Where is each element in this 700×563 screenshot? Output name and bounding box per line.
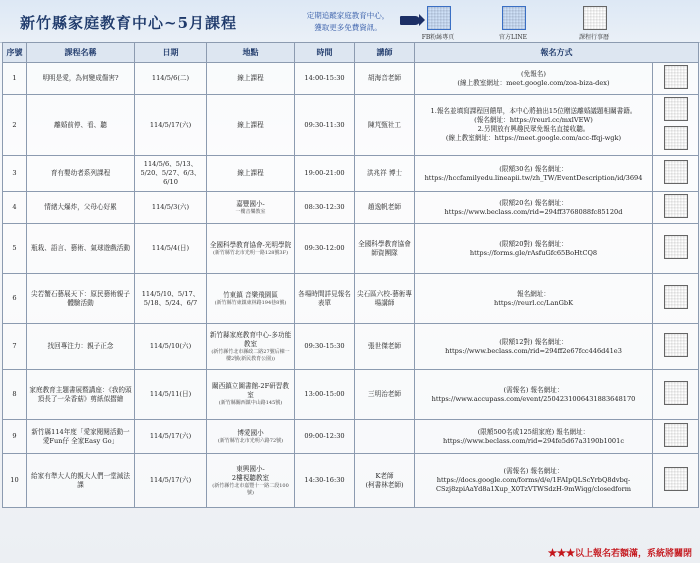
cell-place bbox=[207, 370, 295, 420]
course-time: 08:30-12:30 bbox=[304, 203, 345, 211]
pointing-hand-icon bbox=[400, 16, 420, 25]
cell-course-name bbox=[27, 192, 135, 224]
cell-no bbox=[3, 156, 27, 192]
cell-place bbox=[207, 324, 295, 370]
course-date: 114/5/11(日) bbox=[149, 390, 192, 398]
cell-qr bbox=[653, 454, 699, 508]
table-row bbox=[3, 156, 699, 192]
cell-signup bbox=[415, 224, 653, 274]
course-name: 情緒大爆炸，父母心好累 bbox=[44, 203, 117, 211]
course-date: 114/5/10(六) bbox=[149, 342, 192, 350]
header-lecturer: 講師 bbox=[355, 43, 415, 63]
cell-course-name bbox=[27, 224, 135, 274]
course-lecturer: 陳芃甄社工 bbox=[368, 120, 401, 129]
cell-place bbox=[207, 156, 295, 192]
cell-lecturer bbox=[355, 63, 415, 95]
cell-no bbox=[3, 63, 27, 95]
row-number: 6 bbox=[12, 294, 17, 302]
course-name: 離婚前停、看、聽 bbox=[54, 120, 107, 129]
course-place: 東興國小- bbox=[236, 464, 265, 473]
cell-lecturer bbox=[355, 224, 415, 274]
row-number: 9 bbox=[12, 432, 17, 440]
table-row bbox=[3, 420, 699, 454]
cell-place bbox=[207, 420, 295, 454]
course-time: 09:30-11:30 bbox=[304, 120, 345, 129]
course-place-address: (新竹縣關西鎮中山路145號) bbox=[218, 400, 283, 406]
signup-line-4[interactable]: (線上教室網址：https://meet.google.com/acc-ffqj-wgk) bbox=[445, 134, 622, 142]
signup-qr-code-icon[interactable] bbox=[664, 97, 688, 121]
course-place: 新竹縣家庭教育中心-多功能教室 bbox=[209, 330, 292, 348]
cell-course-name bbox=[27, 420, 135, 454]
calendar-qr-label: 課程行事曆 bbox=[578, 34, 609, 41]
cell-time bbox=[295, 274, 355, 324]
cell-time bbox=[295, 192, 355, 224]
cell-course-name bbox=[27, 370, 135, 420]
notice-line-2: 獲取更多免費資訊。 bbox=[314, 23, 382, 32]
course-time: 14:00-15:30 bbox=[304, 74, 345, 82]
signup-line-1: (免報名) bbox=[521, 69, 546, 78]
signup-qr-code-icon[interactable] bbox=[664, 160, 688, 184]
course-lecturer: 尖石區六校-藝術專場講師 bbox=[357, 289, 412, 307]
cell-time bbox=[295, 224, 355, 274]
course-date: 114/5/10、5/17、5/18、5/24、6/7 bbox=[141, 289, 200, 307]
course-date: 114/5/6(二) bbox=[151, 74, 190, 82]
course-time: 09:00-12:30 bbox=[304, 432, 345, 440]
header-time: 時間 bbox=[295, 43, 355, 63]
signup-qr-code-icon[interactable] bbox=[664, 65, 688, 89]
cell-qr bbox=[653, 370, 699, 420]
signup-qr-code-icon[interactable] bbox=[664, 467, 688, 491]
cell-no bbox=[3, 324, 27, 370]
course-place-address: (新竹縣竹北市嘉豐十一路二段100號) bbox=[212, 482, 289, 496]
signup-link[interactable]: https://www.beclass.com/rid=294fe5d67a3190b1001c bbox=[442, 436, 625, 445]
table-row bbox=[3, 95, 699, 156]
cell-date bbox=[135, 454, 207, 508]
course-lecturer: 趙逸帆老師 bbox=[368, 203, 401, 211]
table-row bbox=[3, 324, 699, 370]
table-row bbox=[3, 370, 699, 420]
cell-signup bbox=[415, 454, 653, 508]
table-row bbox=[3, 192, 699, 224]
follow-notice bbox=[290, 10, 406, 34]
course-table-body bbox=[3, 63, 699, 508]
cell-signup bbox=[415, 63, 653, 95]
table-row bbox=[3, 274, 699, 324]
cell-date bbox=[135, 274, 207, 324]
cell-qr bbox=[653, 95, 699, 156]
cell-course-name bbox=[27, 63, 135, 95]
signup-qr-code-icon[interactable] bbox=[664, 126, 688, 150]
cell-place bbox=[207, 63, 295, 95]
cell-qr bbox=[653, 224, 699, 274]
course-place-address: (新竹縣竹北市縣政二路27號后棟一樓2號(新民教育公園)) bbox=[211, 348, 290, 362]
row-number: 2 bbox=[12, 120, 17, 129]
signup-link[interactable]: https://hccfamilyedu.lineapii.tw/zh_TW/EventDescription/id/3694 bbox=[424, 173, 643, 182]
cell-signup bbox=[415, 156, 653, 192]
signup-link[interactable]: https://reurl.cc/LanGbK bbox=[493, 298, 574, 307]
cell-time bbox=[295, 420, 355, 454]
signup-qr-code-icon[interactable] bbox=[664, 333, 688, 357]
course-place-address: 一樓音樂教室 bbox=[235, 208, 266, 215]
cell-qr bbox=[653, 324, 699, 370]
cell-no bbox=[3, 224, 27, 274]
cell-date bbox=[135, 370, 207, 420]
signup-line-1: (限額500名或125組家庭) 報名網址： bbox=[477, 427, 590, 436]
row-number: 4 bbox=[12, 203, 17, 211]
signup-line-3[interactable]: 2.另開放有興趣民眾免報名直接收聽。 bbox=[477, 125, 590, 133]
row-number: 3 bbox=[12, 169, 17, 177]
cell-qr bbox=[653, 192, 699, 224]
course-lecturer: 三明治老師 bbox=[368, 390, 401, 398]
course-place: 關西鎮立圖書館-2F研習教室 bbox=[212, 382, 289, 399]
signup-line-1: 1.報名並填寫課程回饋單，本中心將抽出15位贈送離婚議題相關書籍。 bbox=[430, 107, 637, 115]
cell-signup bbox=[415, 324, 653, 370]
cell-lecturer bbox=[355, 95, 415, 156]
course-lecturer: 洪兆祥 博士 bbox=[366, 169, 403, 177]
cell-date bbox=[135, 420, 207, 454]
header-date: 日期 bbox=[135, 43, 207, 63]
course-name: 育有嬰幼者系列課程 bbox=[50, 169, 111, 177]
course-place-address: (新竹縣竹北市光明一路128號3F) bbox=[212, 249, 289, 256]
cell-place bbox=[207, 274, 295, 324]
header-course-name: 課程名稱 bbox=[27, 43, 135, 63]
course-name: 新竹縣114年度「愛家閱閱活動一愛Fun仔 全家Easy Go」 bbox=[31, 427, 130, 445]
cell-date bbox=[135, 192, 207, 224]
course-place-address: (新竹縣竹東鎮東林路194巷8號) bbox=[214, 299, 287, 306]
star-icon: ★★★ bbox=[547, 549, 575, 559]
cell-time bbox=[295, 370, 355, 420]
course-place: 博愛國小 bbox=[237, 428, 264, 437]
cell-no bbox=[3, 454, 27, 508]
cell-date bbox=[135, 224, 207, 274]
cell-qr bbox=[653, 156, 699, 192]
course-name: 家庭教育主題書展暨講座：《我的頭頂長了一朵香菇》剪紙似摺繪 bbox=[29, 385, 132, 403]
header-place: 地點 bbox=[207, 43, 295, 63]
cell-signup bbox=[415, 192, 653, 224]
cell-signup bbox=[415, 420, 653, 454]
cell-qr bbox=[653, 420, 699, 454]
course-name: 尖若蟹石藝展天下：原民藝術親子體驗活動 bbox=[31, 289, 130, 307]
signup-qr-code-icon[interactable] bbox=[664, 194, 688, 218]
cell-place bbox=[207, 454, 295, 508]
header-signup: 報名方式 bbox=[415, 43, 699, 63]
course-date: 114/5/4(日) bbox=[151, 244, 190, 252]
course-lecturer: 胡海音老師 bbox=[368, 74, 401, 82]
notice-line-1: 定期追蹤家庭教育中心， bbox=[306, 11, 390, 20]
cell-date bbox=[135, 95, 207, 156]
cell-time bbox=[295, 156, 355, 192]
fb-qr-label: FB粉絲專頁 bbox=[421, 34, 455, 41]
signup-link[interactable]: https://www.beclass.com/rid=294ff3768088fc85120d bbox=[444, 207, 623, 216]
cell-lecturer bbox=[355, 274, 415, 324]
table-header-row bbox=[3, 43, 699, 63]
cell-date bbox=[135, 63, 207, 95]
cell-no bbox=[3, 370, 27, 420]
row-number: 10 bbox=[10, 476, 19, 484]
signup-link[interactable]: https://docs.google.com/forms/d/e/1FAIpQLScYrbQ8dvbq- bbox=[436, 476, 631, 484]
course-place: 線上課程 bbox=[237, 169, 264, 177]
course-table bbox=[2, 42, 699, 508]
course-place-room: 2樓視聽教室 bbox=[231, 473, 270, 482]
cell-lecturer bbox=[355, 370, 415, 420]
cell-date bbox=[135, 324, 207, 370]
cell-qr bbox=[653, 63, 699, 95]
signup-qr-code-icon[interactable] bbox=[664, 285, 688, 309]
cell-place bbox=[207, 224, 295, 274]
table-row bbox=[3, 63, 699, 95]
course-time: 09:30-15:30 bbox=[304, 342, 345, 350]
cell-qr bbox=[653, 274, 699, 324]
signup-link[interactable]: (報名網址：https://reurl.cc/mxlVEW) bbox=[474, 116, 593, 124]
course-time: 14:30-16:30 bbox=[304, 476, 345, 484]
course-date: 114/5/17(六) bbox=[149, 476, 192, 484]
cell-signup bbox=[415, 274, 653, 324]
signup-line-1: (限額20名) 報名網址： bbox=[499, 198, 568, 207]
signup-link[interactable]: (線上教室網址：meet.google.com/zoa-biza-dex) bbox=[457, 78, 610, 87]
cell-lecturer bbox=[355, 420, 415, 454]
cell-no bbox=[3, 420, 27, 454]
cell-course-name bbox=[27, 95, 135, 156]
cell-no bbox=[3, 95, 27, 156]
cell-lecturer bbox=[355, 192, 415, 224]
row-number: 5 bbox=[12, 244, 17, 252]
course-place-address: (新竹縣竹北市光明六路72號) bbox=[217, 437, 284, 444]
footer-text: 以上報名若額滿，系統將關閉 bbox=[574, 549, 692, 559]
cell-no bbox=[3, 274, 27, 324]
signup-line-1: (限額30名) 報名網址： bbox=[499, 164, 568, 173]
cell-no bbox=[3, 192, 27, 224]
course-name: 給家有準大人的親大人們一堂減法課 bbox=[31, 471, 130, 489]
cell-time bbox=[295, 454, 355, 508]
cell-place bbox=[207, 192, 295, 224]
course-time: 13:00-15:00 bbox=[304, 390, 345, 398]
cell-time bbox=[295, 324, 355, 370]
course-lecturer-fullname: (柯書林老師) bbox=[365, 480, 404, 489]
course-place: 竹東鎮 音樂飛園區 bbox=[223, 290, 278, 299]
cell-course-name bbox=[27, 156, 135, 192]
footer-notice bbox=[548, 546, 692, 559]
signup-link[interactable]: https://www.accupass.com/event/2504231006431883648170 bbox=[431, 394, 636, 403]
signup-line-1: (限額20對) 報名網址： bbox=[499, 239, 568, 248]
signup-line-1: (需報名) 報名網址： bbox=[503, 385, 564, 394]
course-place: 線上課程 bbox=[237, 74, 264, 82]
cell-date bbox=[135, 156, 207, 192]
course-name: 瓶栽、語言、藝術、氣球遊戲活動 bbox=[31, 244, 130, 252]
signup-link[interactable]: https://www.beclass.com/rid=294ff2e67fcc446d41e3 bbox=[445, 346, 622, 355]
signup-qr-code-icon[interactable] bbox=[664, 423, 688, 447]
course-name: 明明是愛，為何變成傷害? bbox=[42, 74, 119, 82]
signup-qr-code-icon[interactable] bbox=[664, 381, 688, 405]
signup-line-3[interactable]: CSzj8zpiAaYd8a1Xup_X0TzVTWSdzH-9mWiqg/closedform bbox=[436, 485, 631, 493]
course-time: 19:00-21:00 bbox=[304, 169, 345, 177]
fb-qr-code-icon[interactable] bbox=[427, 6, 451, 30]
signup-line-1: 報名網址： bbox=[517, 289, 550, 298]
course-time: 09:30-12:00 bbox=[304, 244, 345, 252]
signup-qr-code-icon[interactable] bbox=[664, 235, 688, 259]
cell-lecturer bbox=[355, 454, 415, 508]
cell-lecturer bbox=[355, 156, 415, 192]
table-row bbox=[3, 454, 699, 508]
course-date: 114/5/6、5/13、5/20、5/27、6/3、6/10 bbox=[140, 160, 201, 186]
calendar-qr-code-icon[interactable] bbox=[583, 6, 607, 30]
cell-signup bbox=[415, 95, 653, 156]
course-lecturer: K老師 bbox=[375, 471, 394, 480]
cell-place bbox=[207, 95, 295, 156]
cell-signup bbox=[415, 370, 653, 420]
cell-course-name bbox=[27, 324, 135, 370]
course-time: 各場時間詳見報名表單 bbox=[298, 289, 351, 307]
cell-time bbox=[295, 95, 355, 156]
course-name: 找回專注力：親子正念 bbox=[47, 342, 114, 350]
cell-lecturer bbox=[355, 324, 415, 370]
cell-course-name bbox=[27, 274, 135, 324]
signup-link[interactable]: https://forms.gle/rAsfuGfc65BoHtCQ8 bbox=[469, 248, 598, 257]
poster-header bbox=[0, 0, 700, 43]
row-number: 8 bbox=[12, 390, 17, 398]
header-no: 序號 bbox=[3, 43, 27, 63]
signup-line-1: (需報名) 報名網址： bbox=[503, 467, 564, 475]
signup-line-1: (限額12對) 報名網址： bbox=[499, 337, 568, 346]
course-date: 114/5/17(六) bbox=[149, 432, 192, 440]
course-place: 線上課程 bbox=[237, 120, 264, 129]
course-place: 嘉豐國小- bbox=[236, 199, 265, 208]
row-number: 1 bbox=[12, 74, 17, 82]
course-date: 114/5/3(六) bbox=[151, 203, 190, 211]
course-date: 114/5/17(六) bbox=[149, 120, 192, 129]
line-qr-label: 官方LINE bbox=[499, 34, 527, 41]
line-qr-code-icon[interactable] bbox=[502, 6, 526, 30]
course-place: 全國科學教育協會-光明學院 bbox=[209, 240, 292, 249]
course-lecturer: 全國科學教育協會師資團隊 bbox=[358, 239, 411, 257]
page-title: 新竹縣家庭教育中心~5月課程 bbox=[20, 14, 238, 32]
cell-course-name bbox=[27, 454, 135, 508]
row-number: 7 bbox=[12, 342, 17, 350]
cell-time bbox=[295, 63, 355, 95]
table-row bbox=[3, 224, 699, 274]
course-lecturer: 張世傑老師 bbox=[368, 342, 401, 350]
